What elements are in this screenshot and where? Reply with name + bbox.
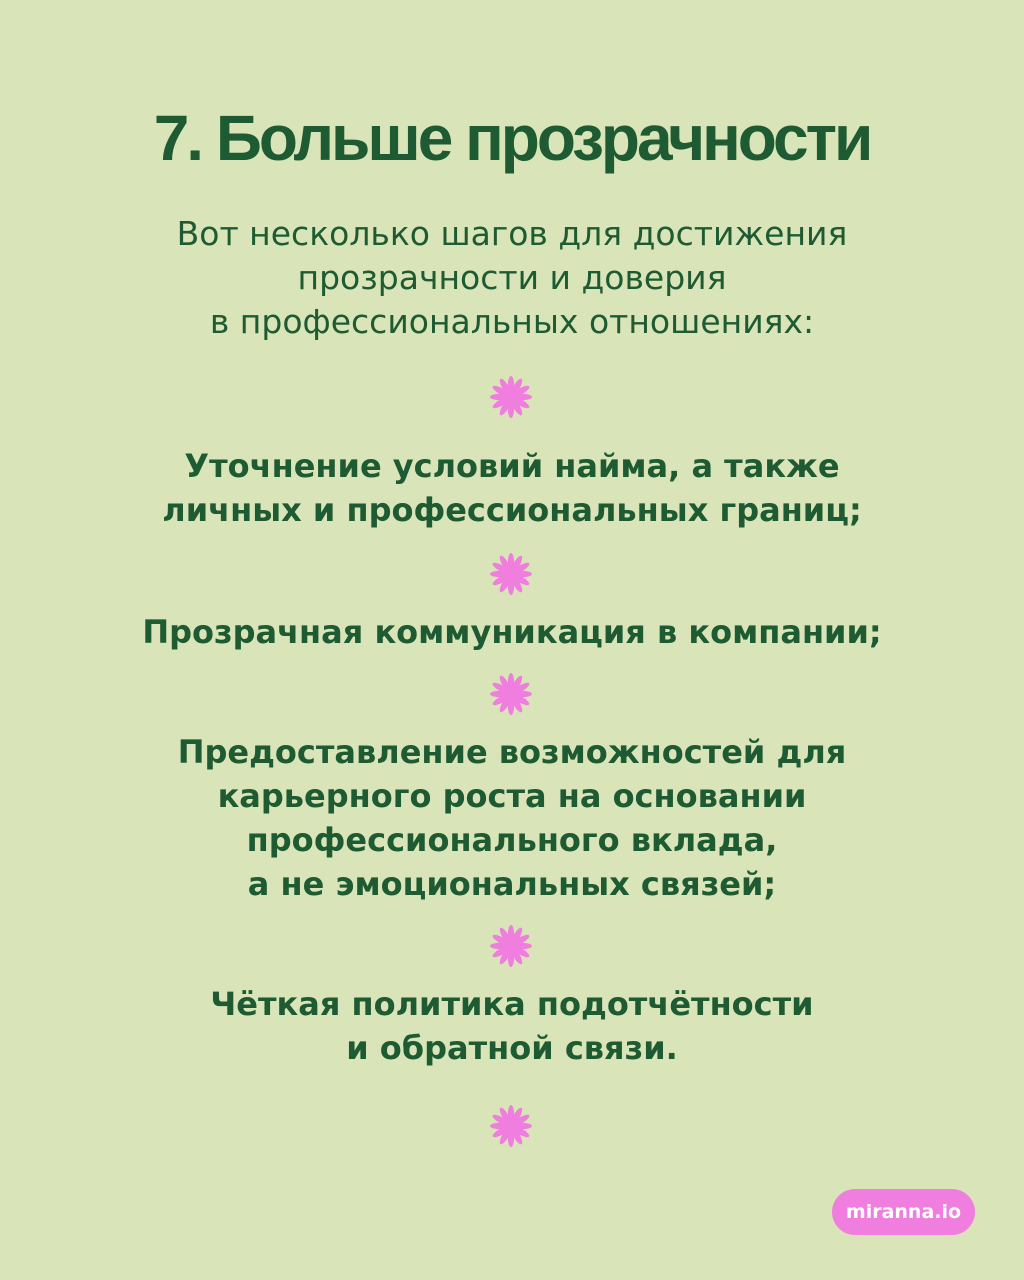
list-item-hiring-terms <box>0 444 1024 532</box>
intro-line: в профессиональных отношениях: <box>209 302 815 341</box>
asterisk-flower-icon <box>487 550 535 598</box>
page-title: 7. Больше прозрачности <box>153 102 871 174</box>
asterisk-flower-icon <box>487 1102 535 1150</box>
asterisk-flower-icon <box>487 922 535 970</box>
intro-line: прозрачности и доверия <box>297 258 727 297</box>
list-item-communication <box>0 610 1024 654</box>
intro-text <box>0 212 1024 344</box>
intro-line: Вот несколько шагов для достижения <box>176 214 848 253</box>
asterisk-flower-icon <box>487 373 535 421</box>
list-item-line: а не эмоциональных связей; <box>247 865 777 903</box>
brand-badge[interactable]: miranna.io <box>832 1189 975 1235</box>
list-item-accountability <box>0 982 1024 1070</box>
list-item-line: Уточнение условий найма, а также <box>184 447 840 485</box>
list-item-line: карьерного роста на основании <box>217 777 807 815</box>
asterisk-flower-icon <box>487 670 535 718</box>
list-item-line: профессионального вклада, <box>246 821 778 859</box>
list-item-line: и обратной связи. <box>346 1029 678 1067</box>
list-item-line: Чёткая политика подотчётности <box>210 985 814 1023</box>
list-item-line: Предоставление возможностей для <box>177 733 847 771</box>
list-item-line: Прозрачная коммуникация в компании; <box>142 613 882 651</box>
list-item-line: личных и профессиональных границ; <box>162 491 862 529</box>
list-item-career-growth <box>0 730 1024 906</box>
